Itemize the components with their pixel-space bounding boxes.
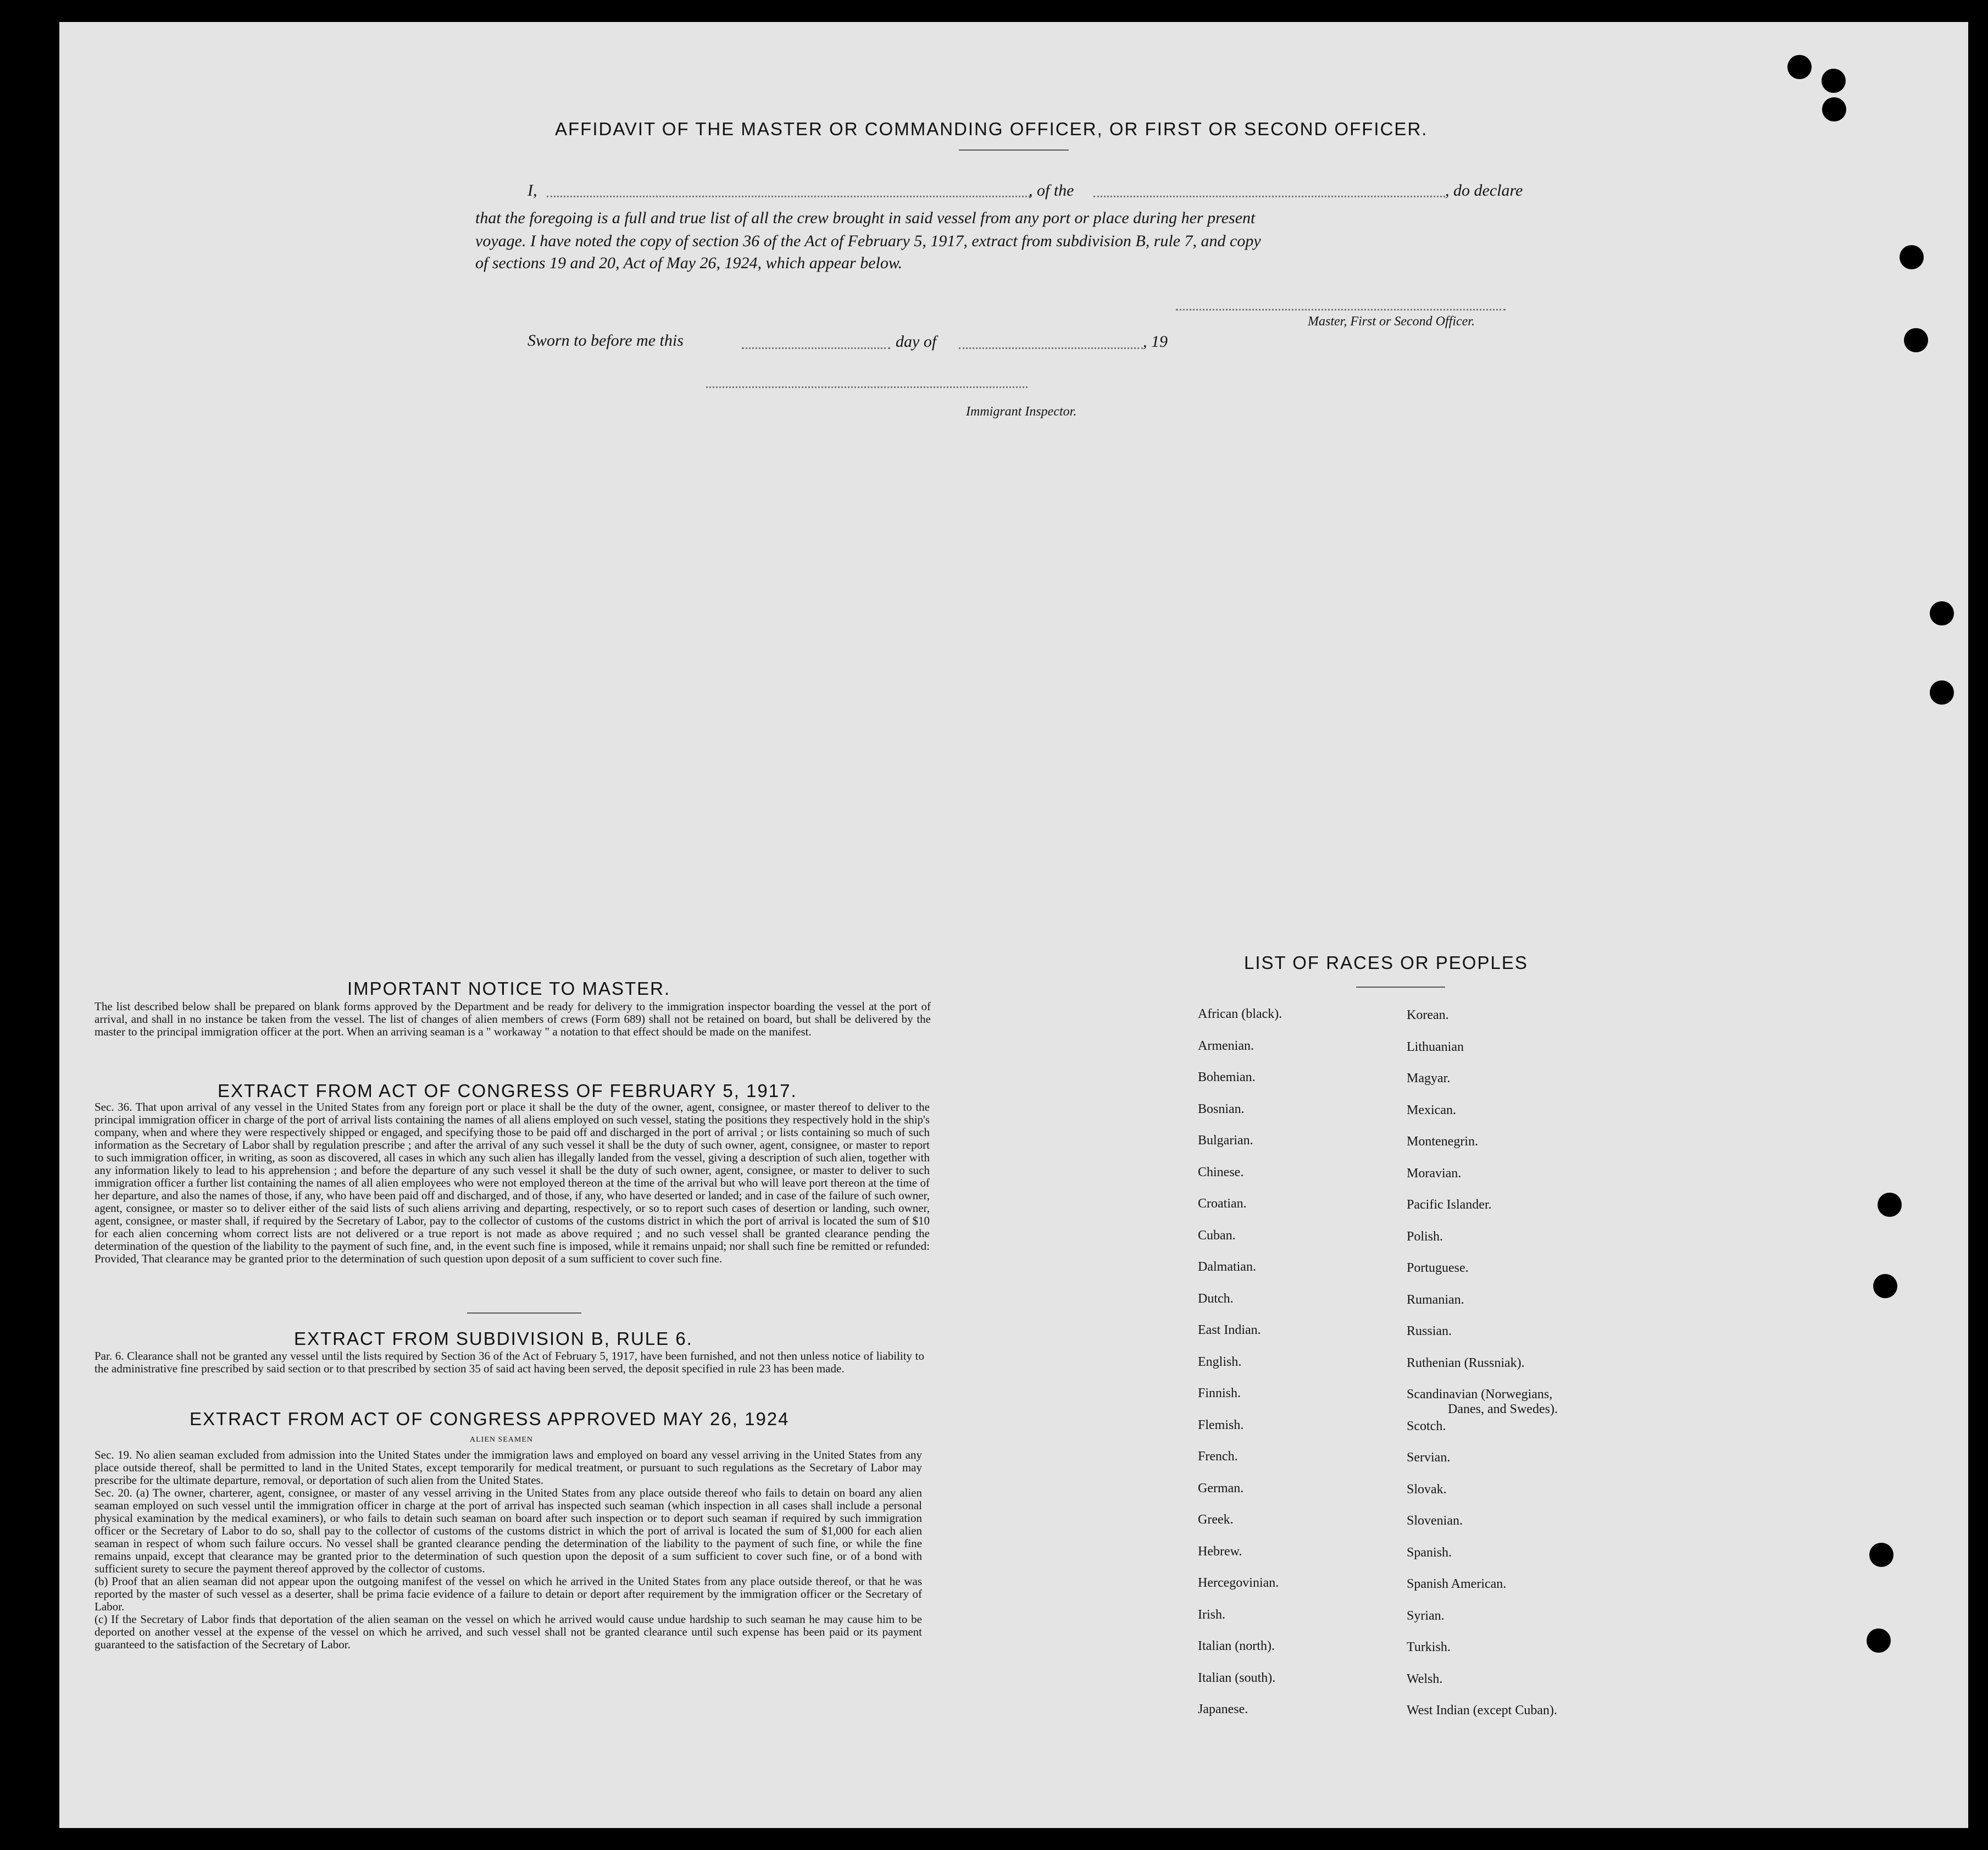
race-item: Bosnian. xyxy=(1198,1101,1245,1116)
punch-hole xyxy=(1900,245,1924,269)
race-item: East Indian. xyxy=(1198,1323,1261,1337)
affidavit-line-2: that the foregoing is a full and true list of all the crew brought in said vessel from any port or place during her present xyxy=(475,209,1256,227)
notice-title: IMPORTANT NOTICE TO MASTER. xyxy=(347,978,671,999)
race-item: Syrian. xyxy=(1407,1608,1445,1623)
punch-hole xyxy=(1930,680,1954,705)
race-item: Spanish. xyxy=(1407,1545,1452,1560)
vessel-blank xyxy=(1093,196,1445,197)
race-item xyxy=(1407,1387,1558,1419)
inspector-signature-blank xyxy=(706,386,1028,388)
races-left-column xyxy=(1198,1007,1282,1734)
race-item: Irish. xyxy=(1198,1607,1225,1622)
races-title-rule xyxy=(1356,987,1445,988)
race-item: Servian. xyxy=(1407,1450,1451,1465)
race-item: Chinese. xyxy=(1198,1165,1244,1179)
sworn-year: , 19 xyxy=(1143,333,1168,351)
section-19-text: Sec. 19. No alien seaman excluded from admission into the United States under the immigration laws and employed on board any vessel arriving in the United States from any place outside thereof, shall be permitted to land in the United States, except temporarily for medical treatment, or pursuant to such regulations as the Secretary of Labor may prescribe for the ultimate departure, removal, or deportation of such alien from the United States. xyxy=(95,1448,922,1487)
punch-hole xyxy=(1787,55,1812,79)
race-item: Lithuanian xyxy=(1407,1039,1464,1054)
affidavit-line-3: voyage. I have noted the copy of section 36 of the Act of February 5, 1917, extract from subdivision B, rule 7, and copy xyxy=(475,232,1261,250)
race-item: Welsh. xyxy=(1407,1671,1443,1686)
affidavit-line-4: of sections 19 and 20, Act of May 26, 1924, which appear below. xyxy=(475,254,903,272)
race-item: West Indian (except Cuban). xyxy=(1407,1703,1557,1718)
alien-seamen-subtitle: ALIEN SEAMEN xyxy=(470,1436,534,1444)
affidavit-title-rule xyxy=(959,149,1069,151)
sworn-day-blank xyxy=(742,347,890,349)
punch-hole xyxy=(1822,97,1846,121)
extract-1917-title: EXTRACT FROM ACT OF CONGRESS OF FEBRUARY 5, 1917. xyxy=(218,1081,797,1101)
race-item: Polish. xyxy=(1407,1229,1443,1244)
signature-label: Master, First or Second Officer. xyxy=(1308,314,1475,329)
punch-hole xyxy=(1930,601,1954,625)
race-item: Ruthenian (Russniak). xyxy=(1407,1355,1525,1370)
race-item: Magyar. xyxy=(1407,1071,1451,1085)
name-blank xyxy=(547,196,1030,197)
section-divider xyxy=(467,1312,581,1314)
extract-1917-text: Sec. 36. That upon arrival of any vessel in the United States from any foreign port or place it shall be the duty of the owner, agent, consignee, or master thereof to deliver to the principal immigration officer in charge of the port of arrival lists containing the names of all aliens employed on such vessel, stating the positions they respectively hold in the ship's company, when and where they were respectively shipped or engaged, and specifying those to be paid off and discharged in the port of arrival ; or lists containing so much of such information as the Secretary of Labor shall by regulation prescribe ; and after the arrival of any such vessel it shall be the duty of such owner, agent, consignee, or master to report to such immigration officer, in writing, as soon as discovered, all cases in which any such alien has illegally landed from the vessel, giving a description of such alien, together with any information likely to lead to his apprehension ; and before the departure of any such vessel it shall be the duty of such owner, agent, consignee, or master to deliver to such immigration officer a further list containing the names of all alien employees who were not employed thereon at the time of the arrival but who will leave port thereon at the time of her departure, and also the names of those, if any, who have been paid off and discharged, and of those, if any, who have deserted or landed; and in case of the failure of such owner, agent, consignee, or master so to deliver either of the said lists of such aliens arriving and departing, respectively, or so to report such cases of desertion or landing, such owner, agent, consignee, or master shall, if required by the Secretary of Labor, pay to the collector of customs of the customs district in which the port of arrival is located the sum of $10 for each alien concerning whom correct lists are not delivered or a true report is not made as above required ; and no such vessel shall be granted clearance pending the determination of the question of the liability to the payment of such fine, and, in the event such fine is imposed, while it remains unpaid; nor shall such fine be remitted or refunded: Provided, That clearance may be granted prior to the determination of such question upon deposit of a sum sufficient to cover such fine. xyxy=(95,1100,930,1265)
rule6-text: Par. 6. Clearance shall not be granted any vessel until the lists required by Section 36 of the Act of February 5, 1917, have been furnished, and not then unless notice of liability to the administrative fine prescribed by said section or to that prescribed by section 35 of said act having been served, the deposit specified in rule 23 has been made. xyxy=(95,1349,924,1375)
race-item: African (black). xyxy=(1198,1007,1282,1021)
race-item: Pacific Islander. xyxy=(1407,1198,1492,1212)
race-item: Korean. xyxy=(1407,1008,1449,1022)
rule6-title: EXTRACT FROM SUBDIVISION B, RULE 6. xyxy=(294,1328,693,1349)
race-item: Montenegrin. xyxy=(1407,1134,1478,1149)
sworn-prefix: Sworn to before me this xyxy=(527,331,684,350)
notice-text: The list described below shall be prepared on blank forms approved by the Department and be ready for delivery to the immigration inspector boarding the vessel at the port of arrival, and shall in no instance be taken from the vessel. The list of changes of alien members of crews (Form 689) shall not be retained on board, but shall be delivered by the master to the principal immigration officer at the port. When an arriving seaman is a " workaway " a notation to that effect should be made on the manifest. xyxy=(95,1000,931,1038)
affidavit-i-label: I, xyxy=(527,181,537,200)
race-item: Hebrew. xyxy=(1198,1544,1242,1559)
race-item: Turkish. xyxy=(1407,1640,1451,1654)
section-20a-text: Sec. 20. (a) The owner, charterer, agent, consignee, or master of any vessel arriving in the United States from any place outside thereof who fails to detain on board any alien seaman employed on such vessel until the immigration officer in charge at the port of arrival has inspected such seaman (which inspection in all cases shall include a personal physical examination by the medical examiners), or who fails to detain such seaman on board after such inspection or to deport such seaman if required by such immigration officer or the Secretary of Labor to do so, shall pay to the collector of customs of the customs district in which the port of arrival is located the sum of $1,000 for each alien seaman in respect of whom such failure occurs. No vessel shall be granted clearance pending the determination of the liability to the payment of such fine, or while the fine remains unpaid, except that clearance may be granted prior to the determination of such question upon the deposit of a sum sufficient to cover such fine, or of a bond with sufficient surety to secure the payment thereof approved by the collector of customs. xyxy=(95,1486,922,1575)
extract-1924-text xyxy=(95,1449,922,1651)
sworn-day-of: day of xyxy=(896,333,937,351)
inspector-label: Immigrant Inspector. xyxy=(966,405,1077,419)
section-20c-text: (c) If the Secretary of Labor finds that deportation of the alien seaman on the vessel on which he arrived would cause undue hardship to such seaman he may cause him to be deported on another vessel at the expense of the vessel on which he arrived, and such vessel shall not be granted clearance until such expense has been paid or its payment guaranteed to the satisfaction of the Secretary of Labor. xyxy=(95,1613,922,1651)
race-item: English. xyxy=(1198,1354,1242,1369)
race-item: Bulgarian. xyxy=(1198,1133,1253,1148)
race-item: Italian (north). xyxy=(1198,1639,1275,1653)
race-item: German. xyxy=(1198,1481,1244,1495)
race-item: Rumanian. xyxy=(1407,1292,1464,1307)
race-item: Moravian. xyxy=(1407,1166,1462,1181)
race-item: Croatian. xyxy=(1198,1197,1247,1211)
races-title: LIST OF RACES OR PEOPLES xyxy=(1244,952,1528,973)
affidavit-of-the-label: , of the xyxy=(1029,181,1074,200)
extract-1924-title: EXTRACT FROM ACT OF CONGRESS APPROVED MAY 26, 1924 xyxy=(190,1409,790,1429)
signature-blank xyxy=(1176,309,1506,311)
punch-hole xyxy=(1822,69,1846,93)
race-item: French. xyxy=(1198,1449,1238,1464)
race-item: Bohemian. xyxy=(1198,1070,1256,1084)
race-item: Greek. xyxy=(1198,1513,1234,1527)
affidavit-declare-label: , do declare xyxy=(1445,181,1523,200)
race-item: Dalmatian. xyxy=(1198,1260,1256,1274)
race-item: Cuban. xyxy=(1198,1228,1236,1243)
race-item-scandinavian-cont: Danes, and Swedes). xyxy=(1448,1402,1558,1416)
race-item: Mexican. xyxy=(1407,1103,1456,1117)
sworn-month-blank xyxy=(959,347,1143,349)
race-item: Slovenian. xyxy=(1407,1514,1463,1528)
punch-hole xyxy=(1904,328,1928,352)
race-item: Russian. xyxy=(1407,1324,1452,1338)
race-item: Dutch. xyxy=(1198,1291,1234,1306)
punch-hole xyxy=(1869,1543,1893,1567)
race-item: Spanish American. xyxy=(1407,1577,1507,1591)
race-item: Italian (south). xyxy=(1198,1670,1276,1685)
races-right-column xyxy=(1407,1008,1558,1735)
race-item: Armenian. xyxy=(1198,1038,1254,1053)
section-20b-text: (b) Proof that an alien seaman did not appear upon the outgoing manifest of the vessel on which he arrived in the United States from any place outside thereof, or that he was reported by the master of such vessel as a deserter, shall be prima facie evidence of a failure to detain or deport after requirement by the immigration officer or the Secretary of Labor. xyxy=(95,1575,922,1613)
race-item: Hercegovinian. xyxy=(1198,1576,1279,1590)
race-item: Scotch. xyxy=(1407,1419,1446,1433)
race-item: Portuguese. xyxy=(1407,1261,1469,1275)
race-item: Finnish. xyxy=(1198,1386,1241,1400)
affidavit-title: AFFIDAVIT OF THE MASTER OR COMMANDING OFFICER, OR FIRST OR SECOND OFFICER. xyxy=(555,119,1428,139)
punch-hole xyxy=(1873,1274,1897,1298)
race-item: Slovak. xyxy=(1407,1482,1447,1497)
race-item: Flemish. xyxy=(1198,1417,1244,1432)
race-item: Japanese. xyxy=(1198,1702,1248,1716)
punch-hole xyxy=(1878,1193,1902,1217)
punch-hole xyxy=(1867,1629,1891,1653)
race-item-scandinavian: Scandinavian (Norwegians, xyxy=(1407,1387,1553,1402)
